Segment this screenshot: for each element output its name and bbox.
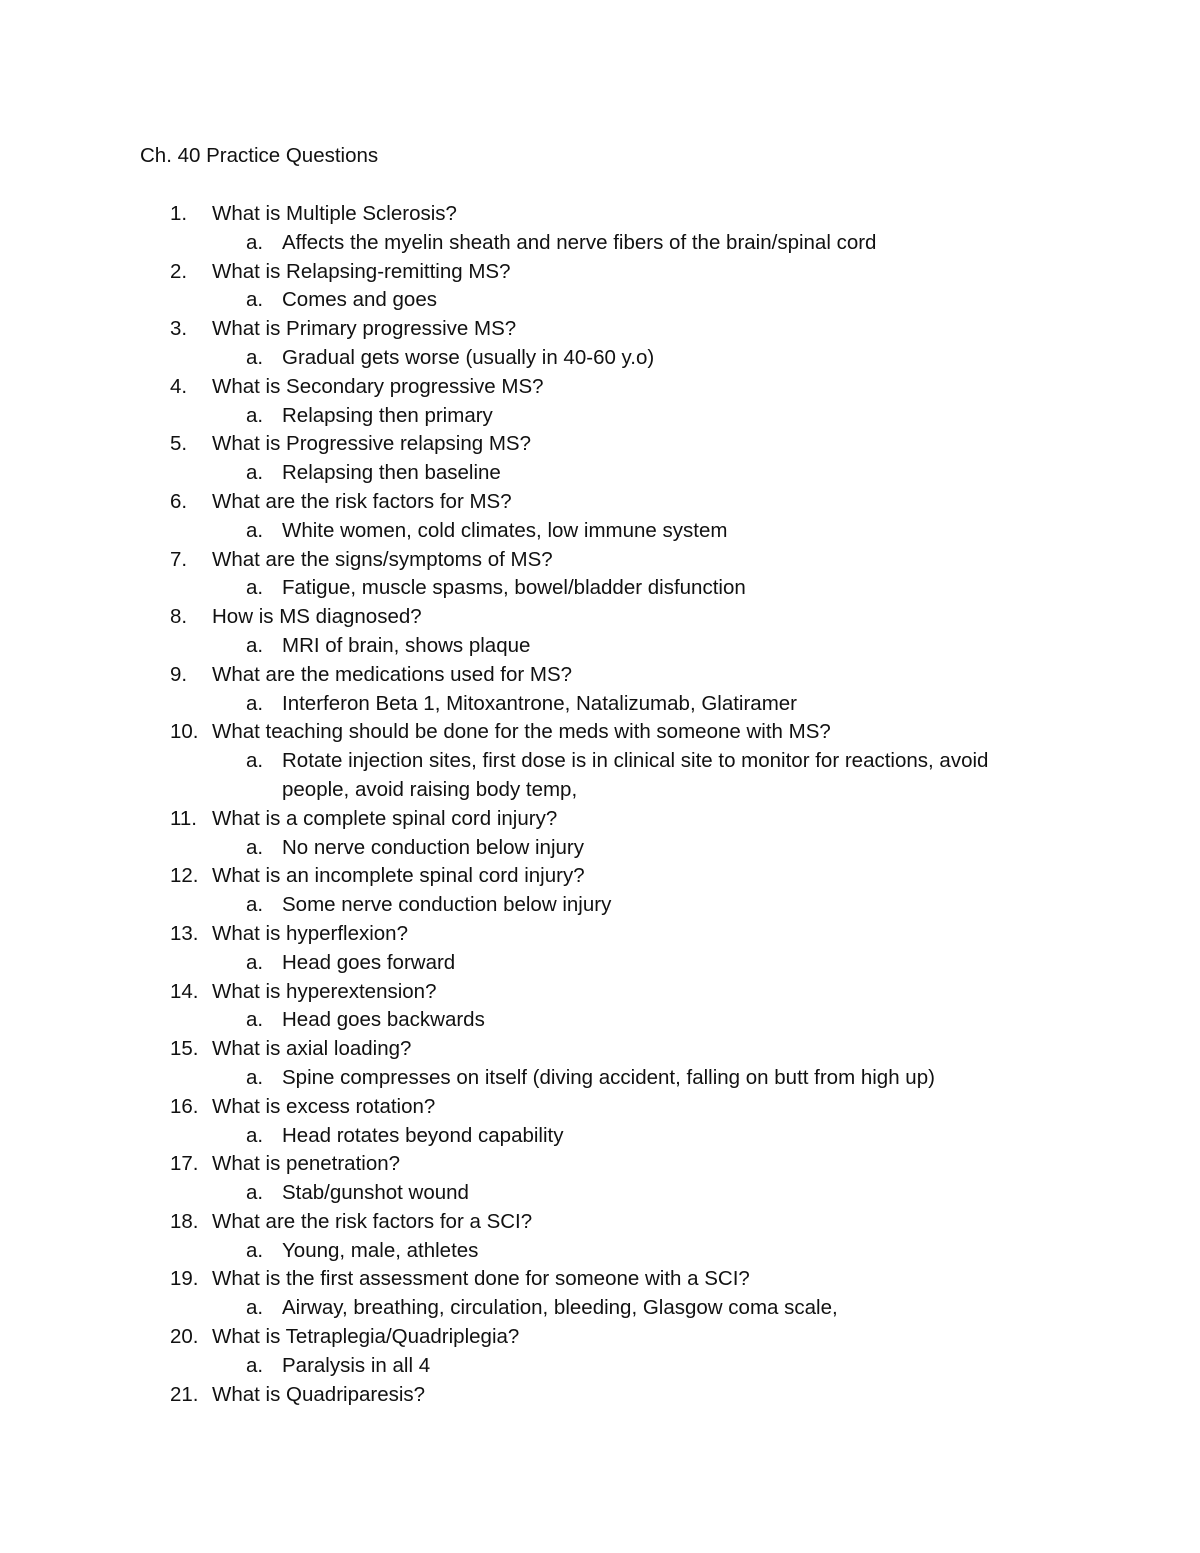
question-text: What teaching should be done for the meds with someone with MS?: [212, 720, 831, 744]
answer-item: [0, 632, 1200, 661]
question-text: What is an incomplete spinal cord injury?: [212, 864, 585, 888]
question-item: [0, 488, 1200, 517]
question-number: 16.: [170, 1094, 199, 1118]
question-item: [0, 1265, 1200, 1294]
answer-text: Some nerve conduction below injury: [282, 893, 612, 917]
answer-text: Stab/gunshot wound: [282, 1181, 469, 1205]
question-item: [0, 862, 1200, 891]
answer-item: [0, 1294, 1200, 1323]
answer-item: [0, 229, 1200, 258]
question-item: [0, 1150, 1200, 1179]
question-number: 17.: [170, 1152, 199, 1176]
question-text: What is Primary progressive MS?: [212, 317, 517, 341]
question-number: 21.: [170, 1382, 199, 1406]
answer-item: [0, 574, 1200, 603]
question-item: [0, 1035, 1200, 1064]
answer-item: [0, 747, 1200, 776]
answer-letter: a.: [246, 835, 264, 859]
question-item: [0, 200, 1200, 229]
question-text: What is Progressive relapsing MS?: [212, 432, 532, 456]
question-item: [0, 373, 1200, 402]
answer-letter: a.: [246, 749, 264, 773]
answer-letter: a.: [246, 691, 264, 715]
answer-item: [0, 344, 1200, 373]
answer-letter: a.: [246, 1353, 264, 1377]
answer-text: Head rotates beyond capability: [282, 1123, 564, 1147]
question-item: [0, 661, 1200, 690]
question-text: What is hyperflexion?: [212, 921, 408, 945]
answer-text: Comes and goes: [282, 288, 437, 312]
question-number: 10.: [170, 720, 199, 744]
question-number: 8.: [170, 605, 188, 629]
answer-item: [0, 1064, 1200, 1093]
question-text: What is penetration?: [212, 1152, 401, 1176]
question-number: 1.: [170, 202, 188, 225]
question-item: [0, 718, 1200, 747]
answer-text: people, avoid raising body temp,: [282, 777, 578, 801]
question-text: What is hyperextension?: [212, 979, 437, 1003]
answer-item: [0, 690, 1200, 719]
answer-text: MRI of brain, shows plaque: [282, 633, 531, 657]
answer-text: Gradual gets worse (usually in 40-60 y.o): [282, 345, 655, 369]
answer-letter: a.: [246, 1123, 264, 1147]
question-item: [0, 258, 1200, 287]
question-text: What is Quadriparesis?: [212, 1382, 426, 1406]
answer-text: Paralysis in all 4: [282, 1353, 431, 1377]
question-number: 14.: [170, 979, 199, 1003]
answer-letter: a.: [246, 461, 264, 485]
answer-item: [0, 286, 1200, 315]
answer-text: Interferon Beta 1, Mitoxantrone, Natalizumab, Glatiramer: [282, 691, 798, 715]
question-number: 19.: [170, 1267, 199, 1291]
question-number: 12.: [170, 864, 199, 888]
answer-text: Head goes backwards: [282, 1008, 485, 1032]
answer-text: Rotate injection sites, first dose is in clinical site to monitor for reactions, avoid: [282, 749, 989, 773]
answer-item: [0, 776, 1200, 805]
question-text: What is the first assessment done for someone with a SCI?: [212, 1267, 750, 1291]
answer-letter: a.: [246, 518, 264, 542]
answer-text: Head goes forward: [282, 950, 456, 974]
question-item: [0, 1323, 1200, 1352]
question-item: [0, 546, 1200, 575]
answer-text: Young, male, athletes: [282, 1238, 479, 1262]
question-number: 3.: [170, 317, 188, 341]
question-text: What is Secondary progressive MS?: [212, 374, 544, 398]
answer-letter: a.: [246, 1008, 264, 1032]
question-item: [0, 1381, 1200, 1410]
question-number: 11.: [170, 806, 197, 830]
answer-letter: a.: [246, 288, 264, 312]
question-text: What are the signs/symptoms of MS?: [212, 547, 553, 571]
answer-text: Relapsing then primary: [282, 403, 493, 427]
answer-item: [0, 517, 1200, 546]
answer-item: [0, 1179, 1200, 1208]
question-text: What is axial loading?: [212, 1037, 412, 1061]
answer-item: [0, 949, 1200, 978]
answer-letter: a.: [246, 1181, 264, 1205]
question-item: [0, 805, 1200, 834]
answer-letter: a.: [246, 1065, 264, 1089]
answer-letter: a.: [246, 345, 264, 369]
question-text: What are the risk factors for MS?: [212, 489, 512, 513]
answer-letter: a.: [246, 576, 264, 600]
answer-letter: a.: [246, 1238, 264, 1262]
answer-item: [0, 459, 1200, 488]
question-number: 13.: [170, 921, 199, 945]
question-number: 2.: [170, 259, 188, 283]
question-text: What is a complete spinal cord injury?: [212, 806, 558, 830]
question-number: 4.: [170, 374, 188, 398]
question-number: 18.: [170, 1209, 199, 1233]
answer-letter: a.: [246, 633, 264, 657]
answer-letter: a.: [246, 1296, 264, 1320]
answer-text: Affects the myelin sheath and nerve fibers of the brain/spinal cord: [282, 230, 877, 254]
question-text: How is MS diagnosed?: [212, 605, 422, 629]
answer-letter: a.: [246, 950, 264, 974]
answer-text: Relapsing then baseline: [282, 461, 501, 485]
question-number: 20.: [170, 1325, 199, 1349]
question-number: 9.: [170, 662, 188, 686]
answer-item: [0, 891, 1200, 920]
answer-text: Fatigue, muscle spasms, bowel/bladder disfunction: [282, 576, 746, 600]
answer-text: No nerve conduction below injury: [282, 835, 584, 859]
answer-letter: a.: [246, 230, 264, 254]
answer-text: Spine compresses on itself (diving accident, falling on butt from high up): [282, 1065, 935, 1089]
answer-item: [0, 1122, 1200, 1151]
answer-text: Airway, breathing, circulation, bleeding, Glasgow coma scale,: [282, 1296, 838, 1320]
question-item: [0, 978, 1200, 1007]
question-number: 5.: [170, 432, 188, 456]
question-item: [0, 1093, 1200, 1122]
question-text: What is Relapsing-remitting MS?: [212, 259, 511, 283]
question-item: [0, 315, 1200, 344]
answer-item: [0, 834, 1200, 863]
question-number: 6.: [170, 489, 188, 513]
question-item: [0, 1208, 1200, 1237]
question-list: [0, 200, 1200, 1409]
question-text: What is Multiple Sclerosis?: [212, 202, 457, 225]
question-text: What is excess rotation?: [212, 1094, 436, 1118]
answer-text: White women, cold climates, low immune system: [282, 518, 728, 542]
question-text: What are the risk factors for a SCI?: [212, 1209, 533, 1233]
answer-item: [0, 402, 1200, 431]
question-number: 7.: [170, 547, 188, 571]
question-number: 15.: [170, 1037, 199, 1061]
answer-item: [0, 1237, 1200, 1266]
question-text: What is Tetraplegia/Quadriplegia?: [212, 1325, 520, 1349]
question-item: [0, 430, 1200, 459]
answer-item: [0, 1006, 1200, 1035]
answer-letter: a.: [246, 403, 264, 427]
question-text: What are the medications used for MS?: [212, 662, 573, 686]
question-item: [0, 603, 1200, 632]
answer-letter: a.: [246, 893, 264, 917]
answer-item: [0, 1352, 1200, 1381]
document-title: Ch. 40 Practice Questions: [140, 144, 379, 167]
question-item: [0, 920, 1200, 949]
